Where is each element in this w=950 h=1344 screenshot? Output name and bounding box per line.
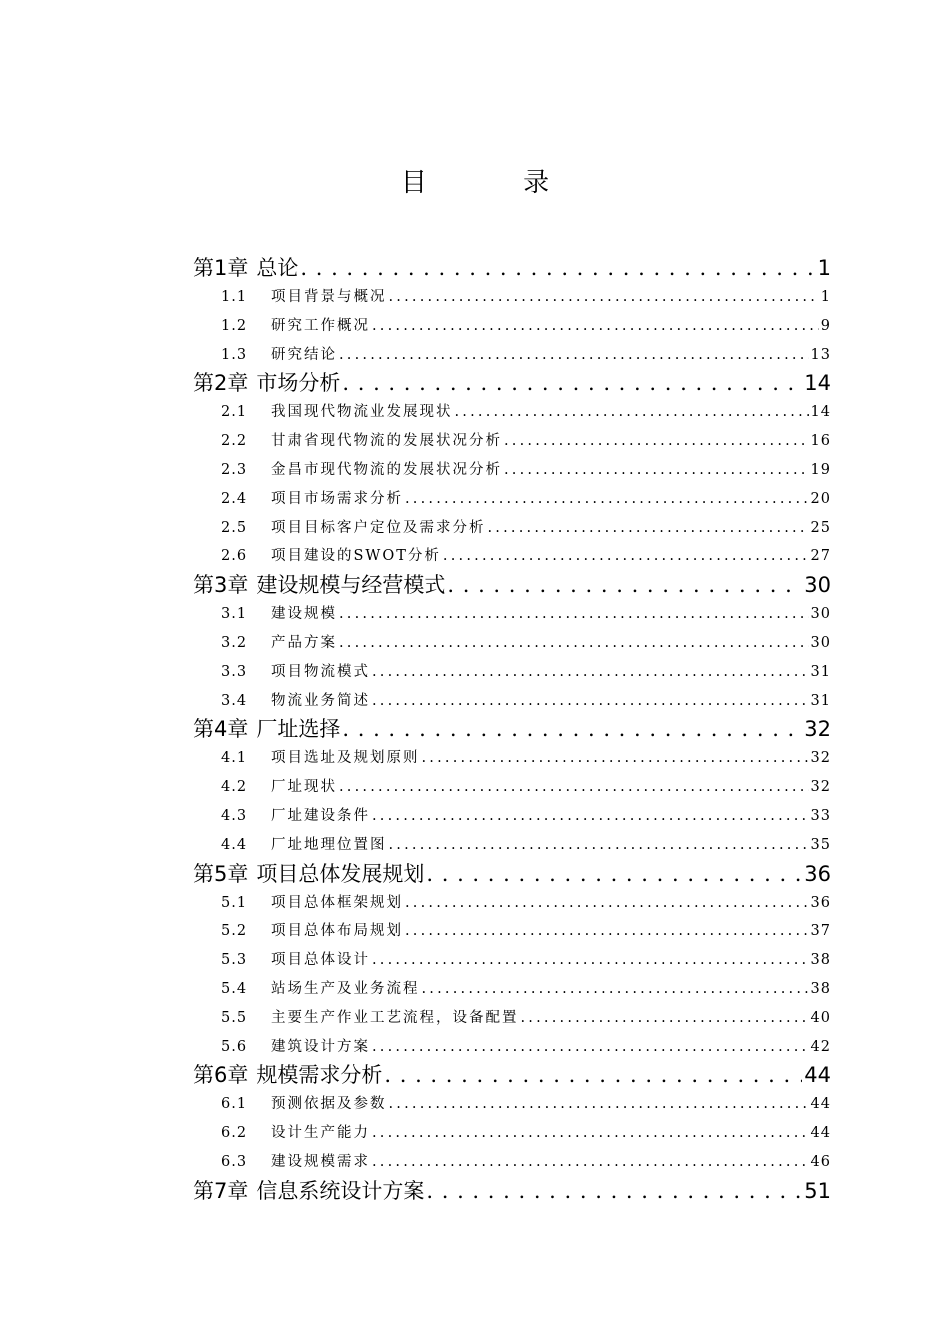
toc-section-entry[interactable] bbox=[193, 398, 831, 427]
toc-leader-dots bbox=[372, 946, 809, 975]
toc-entry-number: 5.4 bbox=[221, 980, 248, 997]
toc-entry-number: 第2章 bbox=[193, 371, 249, 396]
toc-section-entry[interactable] bbox=[193, 542, 831, 571]
toc-chapter-entry[interactable] bbox=[193, 1177, 831, 1206]
toc-entry-title: 项目市场需求分析 bbox=[271, 490, 403, 507]
toc-page-number: 46 bbox=[810, 1153, 831, 1170]
toc-leader-dots bbox=[339, 341, 809, 370]
toc-entry-title: 金昌市现代物流的发展状况分析 bbox=[271, 461, 502, 478]
toc-leader-dots bbox=[300, 254, 815, 283]
toc-page-number: 1 bbox=[817, 256, 831, 280]
toc-chapter-entry[interactable] bbox=[193, 254, 831, 283]
toc-leader-dots bbox=[372, 1033, 809, 1062]
toc-leader-dots bbox=[372, 687, 809, 716]
toc-section-entry[interactable] bbox=[193, 831, 831, 860]
toc-leader-dots bbox=[504, 456, 809, 485]
toc-entry-title: 厂址现状 bbox=[271, 779, 337, 796]
toc-entry-number: 5.5 bbox=[221, 1009, 248, 1026]
toc-entry-number: 3.2 bbox=[221, 634, 248, 651]
toc-chapter-entry[interactable] bbox=[193, 571, 831, 600]
toc-page-number: 16 bbox=[810, 433, 831, 450]
toc-page-number: 20 bbox=[810, 490, 831, 507]
toc-page-number: 9 bbox=[820, 317, 831, 334]
toc-entry-title: 预测依据及参数 bbox=[271, 1096, 387, 1113]
toc-entry-title: 建筑设计方案 bbox=[271, 1038, 370, 1055]
toc-entry-number: 6.2 bbox=[221, 1125, 248, 1142]
toc-section-entry[interactable] bbox=[193, 514, 831, 543]
toc-section-entry[interactable] bbox=[193, 946, 831, 975]
toc-leader-dots bbox=[405, 485, 809, 514]
toc-page-number: 36 bbox=[810, 894, 831, 911]
toc-page-number: 51 bbox=[804, 1178, 831, 1203]
toc-entry-number: 3.4 bbox=[221, 692, 248, 709]
toc-leader-dots bbox=[339, 773, 809, 802]
toc-entry-title: 规模需求分析 bbox=[256, 1063, 383, 1088]
toc-leader-dots bbox=[405, 917, 809, 946]
toc-leader-dots bbox=[372, 312, 819, 341]
toc-entry-number: 2.4 bbox=[221, 490, 248, 507]
toc-page-number: 32 bbox=[810, 779, 831, 796]
toc-page-number: 25 bbox=[810, 519, 831, 536]
toc-leader-dots bbox=[389, 1090, 809, 1119]
toc-page-number: 31 bbox=[810, 663, 831, 680]
toc-entry-number: 4.1 bbox=[221, 750, 248, 767]
toc-page-number: 19 bbox=[810, 461, 831, 478]
toc-page-number: 38 bbox=[810, 952, 831, 969]
toc-entry-number: 4.3 bbox=[221, 807, 248, 824]
toc-entry-number: 1.3 bbox=[221, 346, 248, 363]
toc-entry-number: 6.1 bbox=[221, 1096, 248, 1113]
toc-entry-title: 项目背景与概况 bbox=[271, 289, 387, 305]
toc-page-number: 31 bbox=[810, 692, 831, 709]
toc-entry-title: 厂址建设条件 bbox=[271, 807, 370, 824]
toc-section-entry[interactable] bbox=[193, 485, 831, 514]
toc-entry-title: 设计生产能力 bbox=[271, 1125, 370, 1142]
toc-page-number: 35 bbox=[810, 836, 831, 853]
toc-section-entry[interactable] bbox=[193, 1004, 831, 1033]
toc-entry-number: 第4章 bbox=[193, 717, 249, 742]
toc-page-number: 44 bbox=[810, 1096, 831, 1113]
toc-entry-number: 2.2 bbox=[221, 433, 248, 450]
toc-entry-title: 项目总体框架规划 bbox=[271, 894, 403, 911]
toc-entry-number: 5.6 bbox=[221, 1038, 248, 1055]
toc-entry-number: 4.2 bbox=[221, 779, 248, 796]
toc-leader-dots bbox=[342, 369, 802, 398]
toc-entry-title: 项目选址及规划原则 bbox=[271, 750, 420, 767]
toc-section-entry[interactable] bbox=[193, 629, 831, 658]
toc-page-number: 37 bbox=[810, 923, 831, 940]
toc-entry-title: 研究工作概况 bbox=[271, 317, 370, 334]
toc-page-number: 40 bbox=[810, 1009, 831, 1026]
toc-entry-number: 6.3 bbox=[221, 1153, 248, 1170]
toc-leader-dots bbox=[521, 1004, 809, 1033]
toc-entry-number: 3.1 bbox=[221, 606, 248, 623]
toc-page-number: 27 bbox=[810, 548, 831, 565]
toc-page-number: 38 bbox=[810, 980, 831, 997]
page-title: 目 录 bbox=[400, 168, 594, 198]
toc-entry-title: 物流业务简述 bbox=[271, 692, 370, 709]
toc-entry-title: 项目总体设计 bbox=[271, 952, 370, 969]
toc-entry-title: 信息系统设计方案 bbox=[256, 1178, 425, 1203]
toc-entry-number: 第7章 bbox=[193, 1178, 249, 1203]
toc-entry-number: 第6章 bbox=[193, 1063, 249, 1088]
toc-leader-dots bbox=[342, 715, 802, 744]
toc-leader-dots bbox=[339, 600, 809, 629]
toc-page-number: 32 bbox=[804, 717, 831, 742]
toc-entry-number: 5.3 bbox=[221, 952, 248, 969]
toc-entry-title: 项目建设的SWOT分析 bbox=[271, 548, 441, 565]
toc-entry-number: 5.1 bbox=[221, 894, 248, 911]
toc-leader-dots bbox=[372, 802, 809, 831]
toc-entry-number: 2.5 bbox=[221, 519, 248, 536]
toc-entry-title: 我国现代物流业发展现状 bbox=[271, 404, 453, 421]
toc-entry-title: 甘肃省现代物流的发展状况分析 bbox=[271, 433, 502, 450]
toc-entry-number: 第1章 bbox=[193, 256, 249, 280]
toc-entry-title: 产品方案 bbox=[271, 634, 337, 651]
toc-entry-number: 第5章 bbox=[193, 861, 249, 886]
toc-entry-number: 1.1 bbox=[221, 289, 248, 305]
toc-page-number: 14 bbox=[810, 404, 831, 421]
toc-leader-dots bbox=[389, 831, 809, 860]
toc-section-entry[interactable] bbox=[193, 917, 831, 946]
toc-section-entry[interactable] bbox=[193, 975, 831, 1004]
toc-entry-title: 建设规模 bbox=[271, 606, 337, 623]
toc-page-number: 13 bbox=[810, 346, 831, 363]
toc-entry-title: 总论 bbox=[256, 256, 299, 280]
toc-entry-number: 第3章 bbox=[193, 573, 249, 598]
toc-entry-title: 市场分析 bbox=[256, 371, 341, 396]
toc-entry-title: 厂址选择 bbox=[256, 717, 341, 742]
toc-entry-title: 建设规模需求 bbox=[271, 1153, 370, 1170]
toc-entry-title: 项目总体布局规划 bbox=[271, 923, 403, 940]
toc-leader-dots bbox=[422, 744, 809, 773]
toc-section-entry[interactable] bbox=[193, 312, 831, 341]
toc-page-number: 33 bbox=[810, 807, 831, 824]
toc-section-entry[interactable] bbox=[193, 744, 831, 773]
toc-entry-number: 1.2 bbox=[221, 317, 248, 334]
toc-section-entry[interactable] bbox=[193, 1119, 831, 1148]
toc-chapter-entry[interactable] bbox=[193, 369, 831, 398]
toc-page-number: 1 bbox=[820, 289, 831, 305]
toc-section-entry[interactable] bbox=[193, 1148, 831, 1177]
toc-page-number: 44 bbox=[810, 1125, 831, 1142]
toc-entry-number: 2.6 bbox=[221, 548, 248, 565]
toc-page-number: 30 bbox=[810, 606, 831, 623]
toc-section-entry[interactable] bbox=[193, 341, 831, 370]
toc-page-number: 30 bbox=[810, 634, 831, 651]
toc-entry-title: 站场生产及业务流程 bbox=[271, 980, 420, 997]
toc-section-entry[interactable] bbox=[193, 1090, 831, 1119]
toc-entry-number: 3.3 bbox=[221, 663, 248, 680]
toc-leader-dots bbox=[488, 514, 809, 543]
toc-leader-dots bbox=[426, 860, 802, 889]
toc-section-entry[interactable] bbox=[193, 889, 831, 918]
toc-chapter-entry[interactable] bbox=[193, 715, 831, 744]
toc-leader-dots bbox=[426, 1177, 802, 1206]
toc-section-entry[interactable] bbox=[193, 687, 831, 716]
toc-leader-dots bbox=[422, 975, 809, 1004]
toc-section-entry[interactable] bbox=[193, 427, 831, 456]
toc-section-entry[interactable] bbox=[193, 1033, 831, 1062]
toc-entry-title: 主要生产作业工艺流程，设备配置 bbox=[271, 1009, 519, 1026]
toc-leader-dots bbox=[372, 1148, 809, 1177]
toc-entry-title: 项目总体发展规划 bbox=[256, 861, 425, 886]
toc-page-number: 42 bbox=[810, 1038, 831, 1055]
table-of-contents bbox=[193, 254, 831, 1206]
toc-chapter-entry[interactable] bbox=[193, 1061, 831, 1090]
toc-chapter-entry[interactable] bbox=[193, 860, 831, 889]
toc-section-entry[interactable] bbox=[193, 802, 831, 831]
toc-entry-title: 项目目标客户定位及需求分析 bbox=[271, 519, 486, 536]
toc-page-number: 32 bbox=[810, 750, 831, 767]
toc-entry-number: 5.2 bbox=[221, 923, 248, 940]
toc-entry-title: 厂址地理位置图 bbox=[271, 836, 387, 853]
toc-entry-number: 2.1 bbox=[221, 404, 248, 421]
toc-section-entry[interactable] bbox=[193, 600, 831, 629]
toc-entry-number: 4.4 bbox=[221, 836, 248, 853]
toc-leader-dots bbox=[405, 889, 809, 918]
toc-page-number: 30 bbox=[804, 573, 831, 598]
toc-entry-title: 建设规模与经营模式 bbox=[256, 573, 446, 598]
toc-leader-dots bbox=[372, 658, 809, 687]
toc-page-number: 44 bbox=[804, 1063, 831, 1088]
toc-leader-dots bbox=[384, 1061, 802, 1090]
toc-page-number: 36 bbox=[804, 861, 831, 886]
toc-leader-dots bbox=[339, 629, 809, 658]
toc-leader-dots bbox=[372, 1119, 809, 1148]
toc-entry-title: 项目物流模式 bbox=[271, 663, 370, 680]
toc-leader-dots bbox=[443, 542, 809, 571]
toc-leader-dots bbox=[504, 427, 809, 456]
toc-page-number: 14 bbox=[804, 371, 831, 396]
toc-section-entry[interactable] bbox=[193, 658, 831, 687]
toc-leader-dots bbox=[447, 571, 802, 600]
toc-leader-dots bbox=[455, 398, 809, 427]
toc-section-entry[interactable] bbox=[193, 456, 831, 485]
toc-entry-title: 研究结论 bbox=[271, 346, 337, 363]
toc-leader-dots bbox=[389, 283, 819, 312]
toc-section-entry[interactable] bbox=[193, 773, 831, 802]
toc-section-entry[interactable] bbox=[193, 283, 831, 312]
toc-entry-number: 2.3 bbox=[221, 461, 248, 478]
